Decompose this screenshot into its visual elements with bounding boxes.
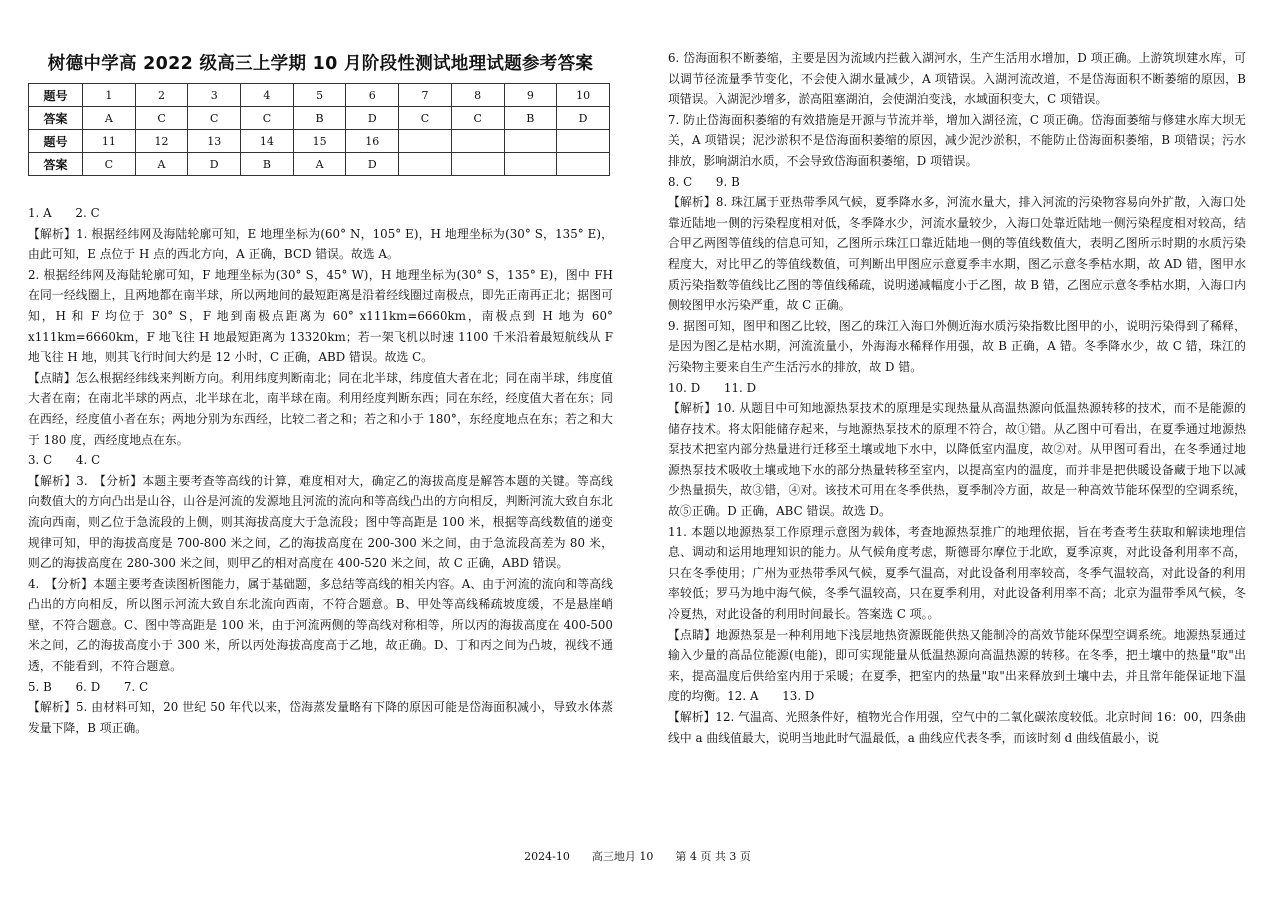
table-cell: C — [135, 107, 188, 130]
table-cell: C — [83, 153, 136, 176]
table-cell: D — [346, 107, 399, 130]
table-cell — [504, 153, 557, 176]
table-cell — [557, 153, 610, 176]
table-cell: C — [241, 107, 294, 130]
table-cell: 2 — [135, 84, 188, 107]
paragraph: 7. 防止岱海面积萎缩的有效措施是开源与节流并举，增加入湖径流，C 项正确。岱海面萎缩与修建水库大坝无关，A 项错误；泥沙淤积不是岱海面积萎缩的原因，减少泥沙淤积，不能防止岱海面积萎缩，B 项错误；污水排放，影响湖泊水质，不会导致岱海面积萎缩，D 项错误。 — [668, 112, 1246, 168]
paragraph: 8. C 9. B — [668, 174, 740, 189]
paragraph: 11. 本题以地源热泵工作原理示意图为载体，考查地源热泵推广的地理依据，旨在考查考生获取和解读地理信息、调动和运用地理知识的能力。从气候角度考虑，斯德哥尔摩位于北欧，夏季凉爽，对此设备利用率不高，只在冬季使用；广州为亚热带季风气候，夏季气温高，对此设备利用率较高，冬季气温较高，对此设备的利用率较低；罗马为地中海气候，冬季气温较高，只在夏季利用，对此设备利用率不高；北京为温带季风气候，冬冷夏热，对此设备的利用时间最长。答案选 C 项。。 — [668, 524, 1246, 622]
table-cell: C — [399, 107, 452, 130]
table-cell: A — [135, 153, 188, 176]
table-cell: C — [451, 107, 504, 130]
right-text — [668, 48, 1246, 748]
table-cell: B — [504, 107, 557, 130]
table-cell: C — [188, 107, 241, 130]
paragraph: 【解析】12. 气温高、光照条件好，植物光合作用强，空气中的二氧化碳浓度较低。北京时间 16：00，四条曲线中 a 曲线值最大，说明当地此时气温最低，a 曲线应代表冬季，而该时刻 d 曲线值最小，说 — [668, 710, 1246, 745]
table-cell: 9 — [504, 84, 557, 107]
table-row — [29, 107, 610, 130]
table-cell: B — [293, 107, 346, 130]
row-header: 题号 — [29, 84, 83, 107]
table-row — [29, 130, 610, 153]
paragraph: 2. 根据经纬网及海陆轮廓可知，F 地理坐标为(30° S，45° W)，H 地理坐标为(30° S，135° E)，图中 FH 在同一经线圈上，且两地都在南半球，所以两地间的最短距离是沿着经线圈过南极点，即先正南再正北；据图可知，H 和 F 均位于 30° S，F 地到南极点距离为 60° x111km=6660km，南极点到 H 地为 60° x111km=6660km，F 地飞往 H 地最短距离为 13320km；若一架飞机以时速 1100 千米沿着最短航线从 F 地飞往 H 地，则其飞行时间大约是 12 小时，C 正确，ABD 错误。故选 C。 — [28, 267, 613, 365]
table-row — [29, 153, 610, 176]
paragraph: 6. 岱海面积不断萎缩，主要是因为流域内拦截入湖河水，生产生活用水增加，D 项正确。上游筑坝建水库，可以调节径流量季节变化，不会使入湖水量减少，A 项错误。入湖河流改道，不是岱海面积不断萎缩的原因，B 项错误。入湖泥沙增多，淤高阻塞湖泊，会使湖泊变浅，水域面积变大，C 项错误。 — [668, 51, 1246, 107]
row-header: 题号 — [29, 130, 83, 153]
paragraph: 1. A 2. C — [28, 206, 100, 220]
paragraph: 10. D 11. D — [668, 380, 757, 395]
table-cell: A — [293, 153, 346, 176]
answer-table — [28, 83, 610, 176]
paragraph: 9. 据图可知，图甲和图乙比较，图乙的珠江入海口外侧近海水质污染指数比图甲的小，说明污染得到了稀释，是因为图乙是枯水期，河流流量小，外海海水稀释作用强，故 B 正确，A 错。冬季降水少，故 C 错，珠江的污染物主要来自生产生活污水的排放，故 D 错。 — [668, 318, 1246, 374]
paragraph: 3. C 4. C — [28, 453, 101, 468]
table-cell: 14 — [241, 130, 294, 153]
table-cell: 7 — [399, 84, 452, 107]
table-cell: 3 — [188, 84, 241, 107]
paragraph: 5. B 6. D 7. C — [28, 679, 149, 694]
row-header: 答案 — [29, 153, 83, 176]
paragraph: 【解析】10. 从题目中可知地源热泵技术的原理是实现热量从高温热源向低温热源转移的技术，而不是能源的储存技术。将太阳能储存起来，与地源热泵技术的原理不符合，故①错。从乙图中可看出，在夏季通过地源热泵技术把室内部分热量进行迁移至土壤或地下水中，以降低室内温度，故②对。从甲图可看出，在冬季通过地源热泵技术吸收土壤或地下水的部分热量转移至室内，以提高室内的温度，而并非是把供暖设备藏于地下以减少热量损失，故③错，④对。该技术可用在冬季供热，夏季制冷方面，故是一种高效节能环保型的空调系统，故⑤正确。D 正确，ABC 错误。故选 D。 — [668, 401, 1246, 519]
table-cell: 10 — [557, 84, 610, 107]
table-cell: 6 — [346, 84, 399, 107]
table-cell: 4 — [241, 84, 294, 107]
table-cell: D — [188, 153, 241, 176]
paragraph: 【点睛】地源热泵是一种利用地下浅层地热资源既能供热又能制冷的高效节能环保型空调系统。地源热泵通过输入少量的高品位能源(电能)，即可实现能量从低温热源向高温热源的转移。在冬季，把土壤中的热量"取"出来，提高温度后供给室内用于采暖；在夏季，把室内的热量"取"出来释放到土壤中去，并且常年能保证地下温度的均衡。12. A 13. D — [668, 627, 1246, 704]
table-cell: 13 — [188, 130, 241, 153]
page-title: 树德中学高 2022 级高三上学期 10 月阶段性测试地理试题参考答案 — [47, 54, 594, 74]
paragraph: 【解析】5. 由材料可知，20 世纪 50 年代以来，岱海蒸发量略有下降的原因可能是岱海面积减小，导致水体蒸发量下降，B 项正确。 — [28, 700, 613, 735]
table-cell — [451, 153, 504, 176]
table-cell — [557, 130, 610, 153]
table-row — [29, 84, 610, 107]
table-cell: A — [83, 107, 136, 130]
table-cell: 15 — [293, 130, 346, 153]
table-cell: 5 — [293, 84, 346, 107]
table-cell — [399, 130, 452, 153]
table-cell: D — [557, 107, 610, 130]
table-cell — [399, 153, 452, 176]
table-cell — [451, 130, 504, 153]
table-cell — [504, 130, 557, 153]
row-header: 答案 — [29, 107, 83, 130]
paragraph: 【解析】8. 珠江属于亚热带季风气候，夏季降水多，河流水量大，排入河流的污染物容易向外扩散，入海口处靠近陆地一侧的污染程度相对低，冬季降水少，河流水量较少，入海口处靠近陆地一侧污染程度相对较高，结合甲乙两图等值线的信息可知，乙图所示珠江口靠近陆地一侧的等值线数值大，表明乙图所示时期的水质污染程度大，对比甲乙的等值线数值，可判断出甲图应示意夏季丰水期，图乙示意冬季枯水期，故 AD 错，图甲水质污染指数等值线比乙图的等值线稀疏，说明递减幅度小于乙图，故 B 错，乙图应示意冬季枯水期，入海口内侧较图甲水污染严重，故 C 正确。 — [668, 195, 1246, 313]
table-cell: 16 — [346, 130, 399, 153]
table-cell: 11 — [83, 130, 136, 153]
table-cell: B — [241, 153, 294, 176]
paragraph: 【解析】1. 根据经纬网及海陆轮廓可知，E 地理坐标为(60° N，105° E)，H 地理坐标为(30° S，135° E)，由此可知，E 点位于 H 点的西北方向，A 正确，BCD 错误。故选 A。 — [28, 226, 613, 262]
page-footer: 2024-10 高三地月 10 第 4 页 共 3 页 — [524, 850, 751, 863]
paragraph: 【点睛】怎么根据经纬线来判断方向。利用纬度判断南北；同在北半球，纬度值大者在北；同在南半球，纬度值大者在南；在南北半球的两点，北半球在北，南半球在南。利用经度判断东西；同在东经，经度值大者在东；同在西经，经度值小者在东；两地分别为东西经，比较二者之和；若之和小于 180°，东经度地点在东；若之和大于 180 度，西经度地点在东。 — [28, 370, 613, 447]
paragraph: 【解析】3. 【分析】本题主要考查等高线的计算，难度相对大，确定乙的海拔高度是解答本题的关键。等高线向数值大的方向凸出是山谷，山谷是河流的发源地且河流的流向和等高线凸出的方向相反，判断河流大致自东北流向西南，则乙位于急流段的上侧，则其海拔高度大于急流段；图中等高距是 100 米，根据等高线数值的递变规律可知，甲的海拔高度是 700-800 米之间，乙的海拔高度在 200-300 米之间，由于急流段高差为 80 米，则乙的海拔高度在 280-300 米之间，则甲乙的相对高度在 400-520 米之间，故 C 正确，ABD 错误。 — [28, 473, 613, 571]
table-cell: 12 — [135, 130, 188, 153]
paragraph: 4. 【分析】本题主要考查读图析图能力，属于基础题，多总结等高线的相关内容。A、由于河流的流向和等高线凸出的方向相反，所以图示河流大致自东北流向西南，不符合题意。B、甲处等高线稀疏坡度缓，不是悬崖峭壁，不符合题意。C、图中等高距是 100 米，由于河流两侧的等高线对称相等，所以丙的海拔高度在 400-500 米之间，乙的海拔高度小于 300 米，所以丙处海拔高度高于乙地，故正确。D、丁和丙之间为凸坡，视线不通透，不能看到，不符合题意。 — [28, 576, 613, 674]
left-text — [28, 203, 613, 738]
table-cell: 8 — [451, 84, 504, 107]
table-cell: 1 — [83, 84, 136, 107]
table-cell: D — [346, 153, 399, 176]
